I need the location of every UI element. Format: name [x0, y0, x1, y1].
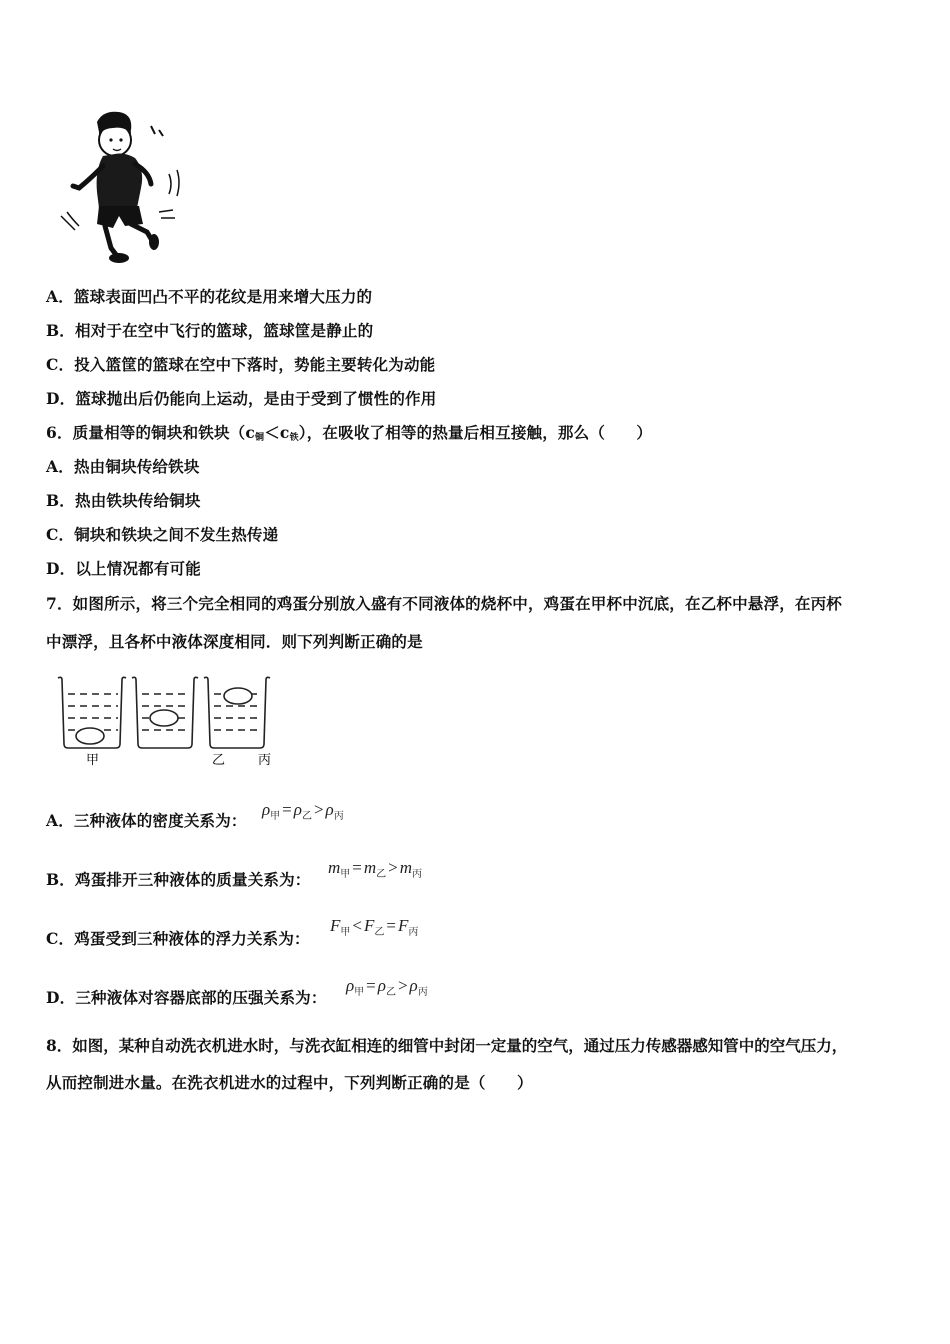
- q7-option-d: D．三种液体对容器底部的压强关系为：: [46, 988, 327, 1007]
- q6-stem-part2: ），在吸收了相等的热量后相互接触，那么（ ）: [298, 423, 653, 442]
- q7-formula-c: $F_甲 < F_乙 = F_丙$: [330, 916, 419, 938]
- beaker-label-yi: 乙: [212, 753, 226, 768]
- beaker-label-bing: 丙: [258, 753, 272, 768]
- egg-floating: [224, 688, 252, 704]
- q6-sub-iron: 铁: [289, 433, 299, 443]
- q6-option-a: A．热由铜块传给铁块: [46, 457, 200, 476]
- q6-stem-part1: 6．质量相等的铜块和铁块（c: [46, 423, 256, 442]
- q6-stem-lt: ＜c: [264, 423, 290, 442]
- q5-option-b: B．相对于在空中飞行的篮球，篮球筐是静止的: [46, 321, 374, 340]
- egg-suspended: [150, 710, 178, 726]
- q5-option-d: D．篮球抛出后仍能向上运动，是由于受到了惯性的作用: [46, 389, 437, 408]
- q7-option-a: A．三种液体的密度关系为：: [46, 811, 247, 830]
- q7-formula-b: $m_甲 = m_乙 > m_丙$: [328, 858, 423, 880]
- three-beakers-figure: [52, 670, 282, 772]
- q6-sub-copper: 铜: [255, 433, 265, 443]
- q7-stem-line2: 中漂浮，且各杯中液体深度相同．则下列判断正确的是: [46, 632, 423, 651]
- q5-option-c: C．投入篮筐的篮球在空中下落时，势能主要转化为动能: [46, 355, 436, 374]
- q7-formula-d: $\rho_甲 = \rho_乙 > \rho_丙$: [346, 976, 428, 998]
- egg-sinking: [76, 728, 104, 744]
- beaker-label-jia: 甲: [86, 753, 100, 768]
- q7-option-b: B．鸡蛋排开三种液体的质量关系为：: [46, 870, 311, 889]
- q8-stem-line1: 8．如图，某种自动洗衣机进水时，与洗衣缸相连的细管中封闭一定量的空气，通过压力传感器感知管中的空气压力，: [46, 1036, 848, 1055]
- q5-option-a: A．篮球表面凹凸不平的花纹是用来增大压力的: [46, 287, 373, 306]
- q6-option-d: D．以上情况都有可能: [46, 559, 201, 578]
- q7-formula-a: $\rho_甲 = \rho_乙 > \rho_丙$: [262, 800, 344, 822]
- q6-option-b: B．热由铁块传给铜块: [46, 491, 201, 510]
- q7-stem-line1: 7．如图所示，将三个完全相同的鸡蛋分别放入盛有不同液体的烧杯中，鸡蛋在甲杯中沉底，在乙杯中悬浮，在丙杯: [46, 594, 842, 613]
- q8-stem-line2: 从而控制进水量。在洗衣机进水的过程中，下列判断正确的是（ ）: [46, 1073, 533, 1092]
- q7-option-c: C．鸡蛋受到三种液体的浮力关系为：: [46, 929, 310, 948]
- q6-stem: [46, 421, 652, 443]
- q6-option-c: C．铜块和铁块之间不发生热传递: [46, 525, 279, 544]
- boy-basketball-illustration: [55, 108, 195, 268]
